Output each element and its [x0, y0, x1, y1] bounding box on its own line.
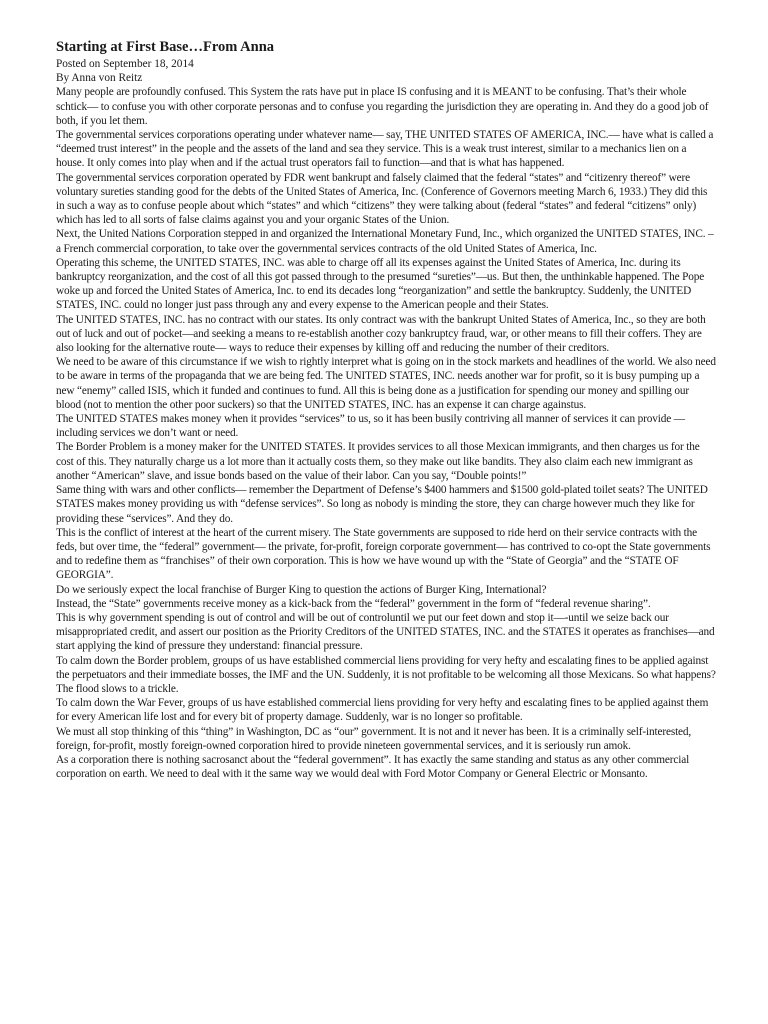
paragraph: The UNITED STATES, INC. has no contract with our states. Its only contract was with the bankrupt United States of America, Inc., so they are both out of luck and out of pocket—and seeking a means to re-establish another cozy bankruptcy fraud, war, or other means to fill their coffers. They are also looking for the alternative route— ways to reduce their expenses by killing off and reducing the number of their creditors. [56, 313, 706, 355]
byline: By Anna von Reitz [56, 72, 143, 85]
article-title: Starting at First Base…From Anna [56, 39, 275, 55]
paragraph: This is why government spending is out of control and will be out of controluntil we put our feet down and stop it—-until we seize back our misappropriated credit, and assert our position as the Priority Creditors of the UNITED STATES, INC. and the STATES it operates as franchises—and start applying the kind of pressure they understand: financial pressure. [56, 611, 715, 653]
paragraph: The governmental services corporation operated by FDR went bankrupt and falsely claimed that the federal “states” and “citizenry thereof” were voluntary sureties standing good for the debts of the United States of America, Inc. (Conference of Governors meeting March 6, 1933.) They did this in such a way as to confuse people about which “states” and which “citizens” they were talking about (federal “states” and federal “citizens” only) which has led to all sorts of false claims against you and your organic States of the Union. [56, 171, 708, 227]
paragraph: Operating this scheme, the UNITED STATES, INC. was able to charge off all its expenses against the United States of America, Inc. during its bankruptcy reorganization, and the cost of all this got passed through to the presumed “sureties”—us. But then, the unthinkable happened. The Pope woke up and forced the United States of America, Inc. to end its decades long “reorganization” and settle the bankruptcy. Suddenly, the UNITED STATES, INC. could no longer just pass through any and every expense to the American people and their States. [56, 256, 705, 312]
paragraph: The UNITED STATES makes money when it provides “services” to us, so it has been busily contriving all manner of services it can provide —including services we don’t want or need. [56, 413, 685, 440]
paragraph: To calm down the Border problem, groups of us have established commercial liens providing for very hefty and escalating fines to be applied against the perpetuators and their immediate bosses, the IMF and the UN. Suddenly, it is not profitable to be welcoming all those Mexicans. So what happens? The flood slows to a trickle. [56, 654, 716, 695]
paragraph: Instead, the “State” governments receive money as a kick-back from the “federal” government in the form of “federal revenue sharing”. [56, 597, 651, 610]
paragraph: To calm down the War Fever, groups of us have established commercial liens providing for very hefty and escalating fines to be applied against them for every American life lost and for every bit of property damage. Suddenly, war is no longer so profitable. [56, 697, 709, 724]
paragraph: We need to be aware of this circumstance if we wish to rightly interpret what is going on in the stock markets and headlines of the world. We also need to be aware in terms of the propaganda that we are being fed. The UNITED STATES, INC. needs another war for profit, so it is busy pumping up a new “enemy” called ISIS, which it funded and continues to fund. All this is being done as a justification for spending our money and spilling our blood (not to mention the other poor suckers) so that the UNITED STATES, INC. has an expense it can charge againstus. [56, 356, 716, 411]
paragraph: The Border Problem is a money maker for the UNITED STATES. It provides services to all those Mexican immigrants, and then charges us for the cost of this. They naturally charge us a lot more than it actually costs them, so they make out like bandits. They also claim each new immigrant as another “American” slave, and issue bonds based on the value of their labor. Can you say, “Double points!” [56, 441, 700, 482]
paragraph: The governmental services corporations operating under whatever name— say, THE UNITED STATES OF AMERICA, INC.— have what is called a “deemed trust interest” in the people and the assets of the land and sea they service. This is a weak trust interest, similar to a mechanics lien on a house. It only comes into play when and if the actual trust operators fail to function—and that is what has happened. [56, 129, 714, 170]
paragraph: We must all stop thinking of this “thing” in Washington, DC as “our” government. It is not and it never has been. It is a criminally self-interested, foreign, for-profit, mostly foreign-owned corporation hired to provide nineteen governmental services, and it is seriously run amok. [56, 725, 692, 752]
post-date: Posted on September 18, 2014 [56, 58, 194, 70]
paragraph: Same thing with wars and other conflicts— remember the Department of Defense’s $400 hammers and $1500 gold-plated toilet seats? The UNITED STATES makes money providing us with “defense services”. So long as nobody is minding the store, they can charge however much they like for providing these “services”. And they do. [56, 484, 708, 525]
paragraph: Many people are profoundly confused. This System the rats have put in place IS confusing and it is MEANT to be confusing. That’s their whole schtick— to confuse you with other corporate personas and to confuse you regarding the jurisdiction they are operating in. And they do a good job of both, if you let them. [56, 86, 709, 127]
paragraph: Next, the United Nations Corporation stepped in and organized the International Monetary Fund, Inc., which organized the UNITED STATES, INC. – a French commercial corporation, to take over the governmental services contracts of the old United States of America, Inc. [56, 228, 714, 255]
paragraph: This is the conflict of interest at the heart of the current misery. The State governments are supposed to ride herd on their service contracts with the feds, but over time, the “federal” government— the private, for-profit, foreign corporate government— has contrived to co-opt the State governments and to redefine them as “franchises” of their own corporation. This is how we have wound up with the “State of Georgia” and the “STATE OF GEORGIA”. [56, 526, 711, 582]
paragraph: As a corporation there is nothing sacrosanct about the “federal government”. It has exactly the same standing and status as any other commercial corporation on earth. We need to deal with it the same way we would deal with Ford Motor Company or General Electric or Monsanto. [56, 753, 690, 781]
document-page [56, 38, 716, 781]
paragraph: Do we seriously expect the local franchise of Burger King to question the actions of Burger King, International? [56, 583, 547, 596]
article-body [56, 85, 716, 781]
